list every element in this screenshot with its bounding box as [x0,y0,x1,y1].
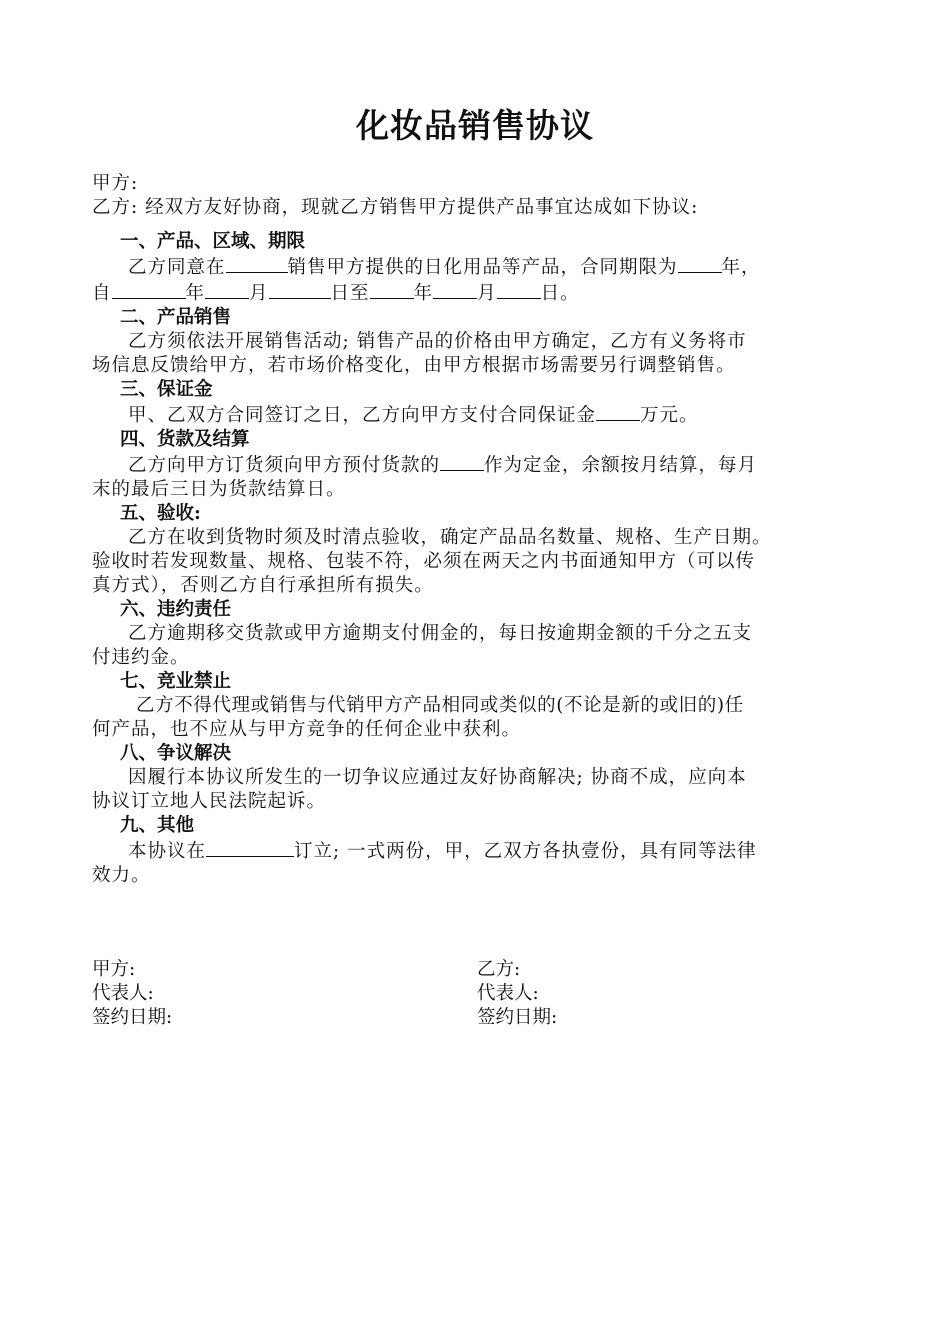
deposit-amount-blank [596,402,640,421]
sig-a-party: 甲方: [92,959,136,980]
s1-text-b: 销售甲方提供的日化用品等产品，合同期限为 [287,257,678,278]
section-5-line-3: 真方式），否则乙方自行承担所有损失。 [92,575,434,596]
section-7-line-1: 乙方不得代理或销售与代销甲方产品相同或类似的(不论是新的或旧的)任 [136,695,744,716]
section-2-heading: 二、产品销售 [120,307,232,328]
s3-text-a: 甲、乙双方合同签订之日，乙方向甲方支付合同保证金 [128,405,597,426]
section-6-heading: 六、违约责任 [120,599,232,620]
s4-text-b: 作为定金，余额按月结算，每月 [484,455,758,476]
s1-month-2: 月 [477,283,497,304]
s1-month: 月 [249,283,269,304]
s1-text-c: 年， [721,257,761,278]
section-3-line-1 [92,402,860,428]
start-month-blank [205,280,249,299]
section-2-line-1: 乙方须依法开展销售活动; 销售产品的价格由甲方确定，乙方有义务将市 [128,331,747,352]
s1-from: 自 [92,283,112,304]
s4-text-a: 乙方向甲方订货须向甲方预付货款的 [128,455,441,476]
section-3-heading: 三、保证金 [120,379,213,400]
section-5-heading: 五、验收: [120,503,201,524]
s3-text-b: 万元。 [640,405,699,426]
s1-day-to: 日至 [330,283,370,304]
sig-a-representative: 代表人: [92,983,154,1004]
section-6-line-2: 付违约金。 [92,647,190,668]
s9-text-b: 订立; 一式两份，甲，乙双方各执壹份，具有同等法律 [294,841,757,862]
section-4-line-2: 末的最后三日为货款结算日。 [92,479,346,500]
signature-block-party-a [92,958,172,1030]
party-b-intro-line: 乙方: 经双方友好协商，现就乙方销售甲方提供产品事宜达成如下协议: [92,197,699,218]
section-8-line-2: 协议订立地人民法院起诉。 [92,791,327,812]
section-8-line-1: 因履行本协议所发生的一切争议应通过友好协商解决; 协商不成，应向本 [128,767,747,788]
s1-text-a: 乙方同意在 [128,257,226,278]
term-years-blank [678,254,722,273]
end-year-blank [370,280,414,299]
end-day-blank [497,280,541,299]
s1-year: 年 [185,283,206,304]
s1-year-2: 年 [413,283,434,304]
section-4-heading: 四、货款及结算 [120,429,250,450]
section-1-line-2 [92,280,860,306]
prepay-ratio-blank [440,452,484,471]
section-9-line-2: 效力。 [92,865,151,886]
section-9-heading: 九、其他 [120,815,195,836]
s9-text-a: 本协议在 [128,841,207,862]
s1-day-end: 日。 [540,283,580,304]
section-5-line-1: 乙方在收到货物时须及时清点验收，确定产品品名数量、规格、生产日期。 [128,527,772,548]
section-9-line-1 [92,838,860,864]
sig-b-date: 签约日期: [477,1007,558,1028]
sig-a-date: 签约日期: [92,1007,173,1028]
start-year-blank [112,280,186,299]
section-5-line-2: 验收时若发现数量、规格、包装不符，必须在两天之内书面通知甲方（可以传 [92,551,756,572]
party-a-line: 甲方: [92,173,139,194]
section-2-line-2: 场信息反馈给甲方，若市场价格变化，由甲方根据市场需要另行调整销售。 [92,355,736,376]
region-blank [226,254,288,273]
section-4-line-1 [92,452,860,478]
section-6-line-1: 乙方逾期移交货款或甲方逾期支付佣金的，每日按逾期金额的千分之五支 [128,623,753,644]
section-7-line-2: 何产品，也不应从与甲方竞争的任何企业中获利。 [92,719,522,740]
section-1-heading: 一、产品、区域、期限 [120,231,306,252]
signature-block-party-b [477,958,557,1030]
signing-place-blank [206,838,294,857]
end-month-blank [433,280,477,299]
sig-b-party: 乙方: [477,959,521,980]
section-8-heading: 八、争议解决 [120,743,232,764]
start-day-blank [269,280,331,299]
sig-b-representative: 代表人: [477,983,539,1004]
document-title: 化妆品销售协议 [356,106,594,145]
agreement-body [92,172,860,888]
section-1-line-1 [92,254,860,280]
section-7-heading: 七、竞业禁止 [120,671,232,692]
